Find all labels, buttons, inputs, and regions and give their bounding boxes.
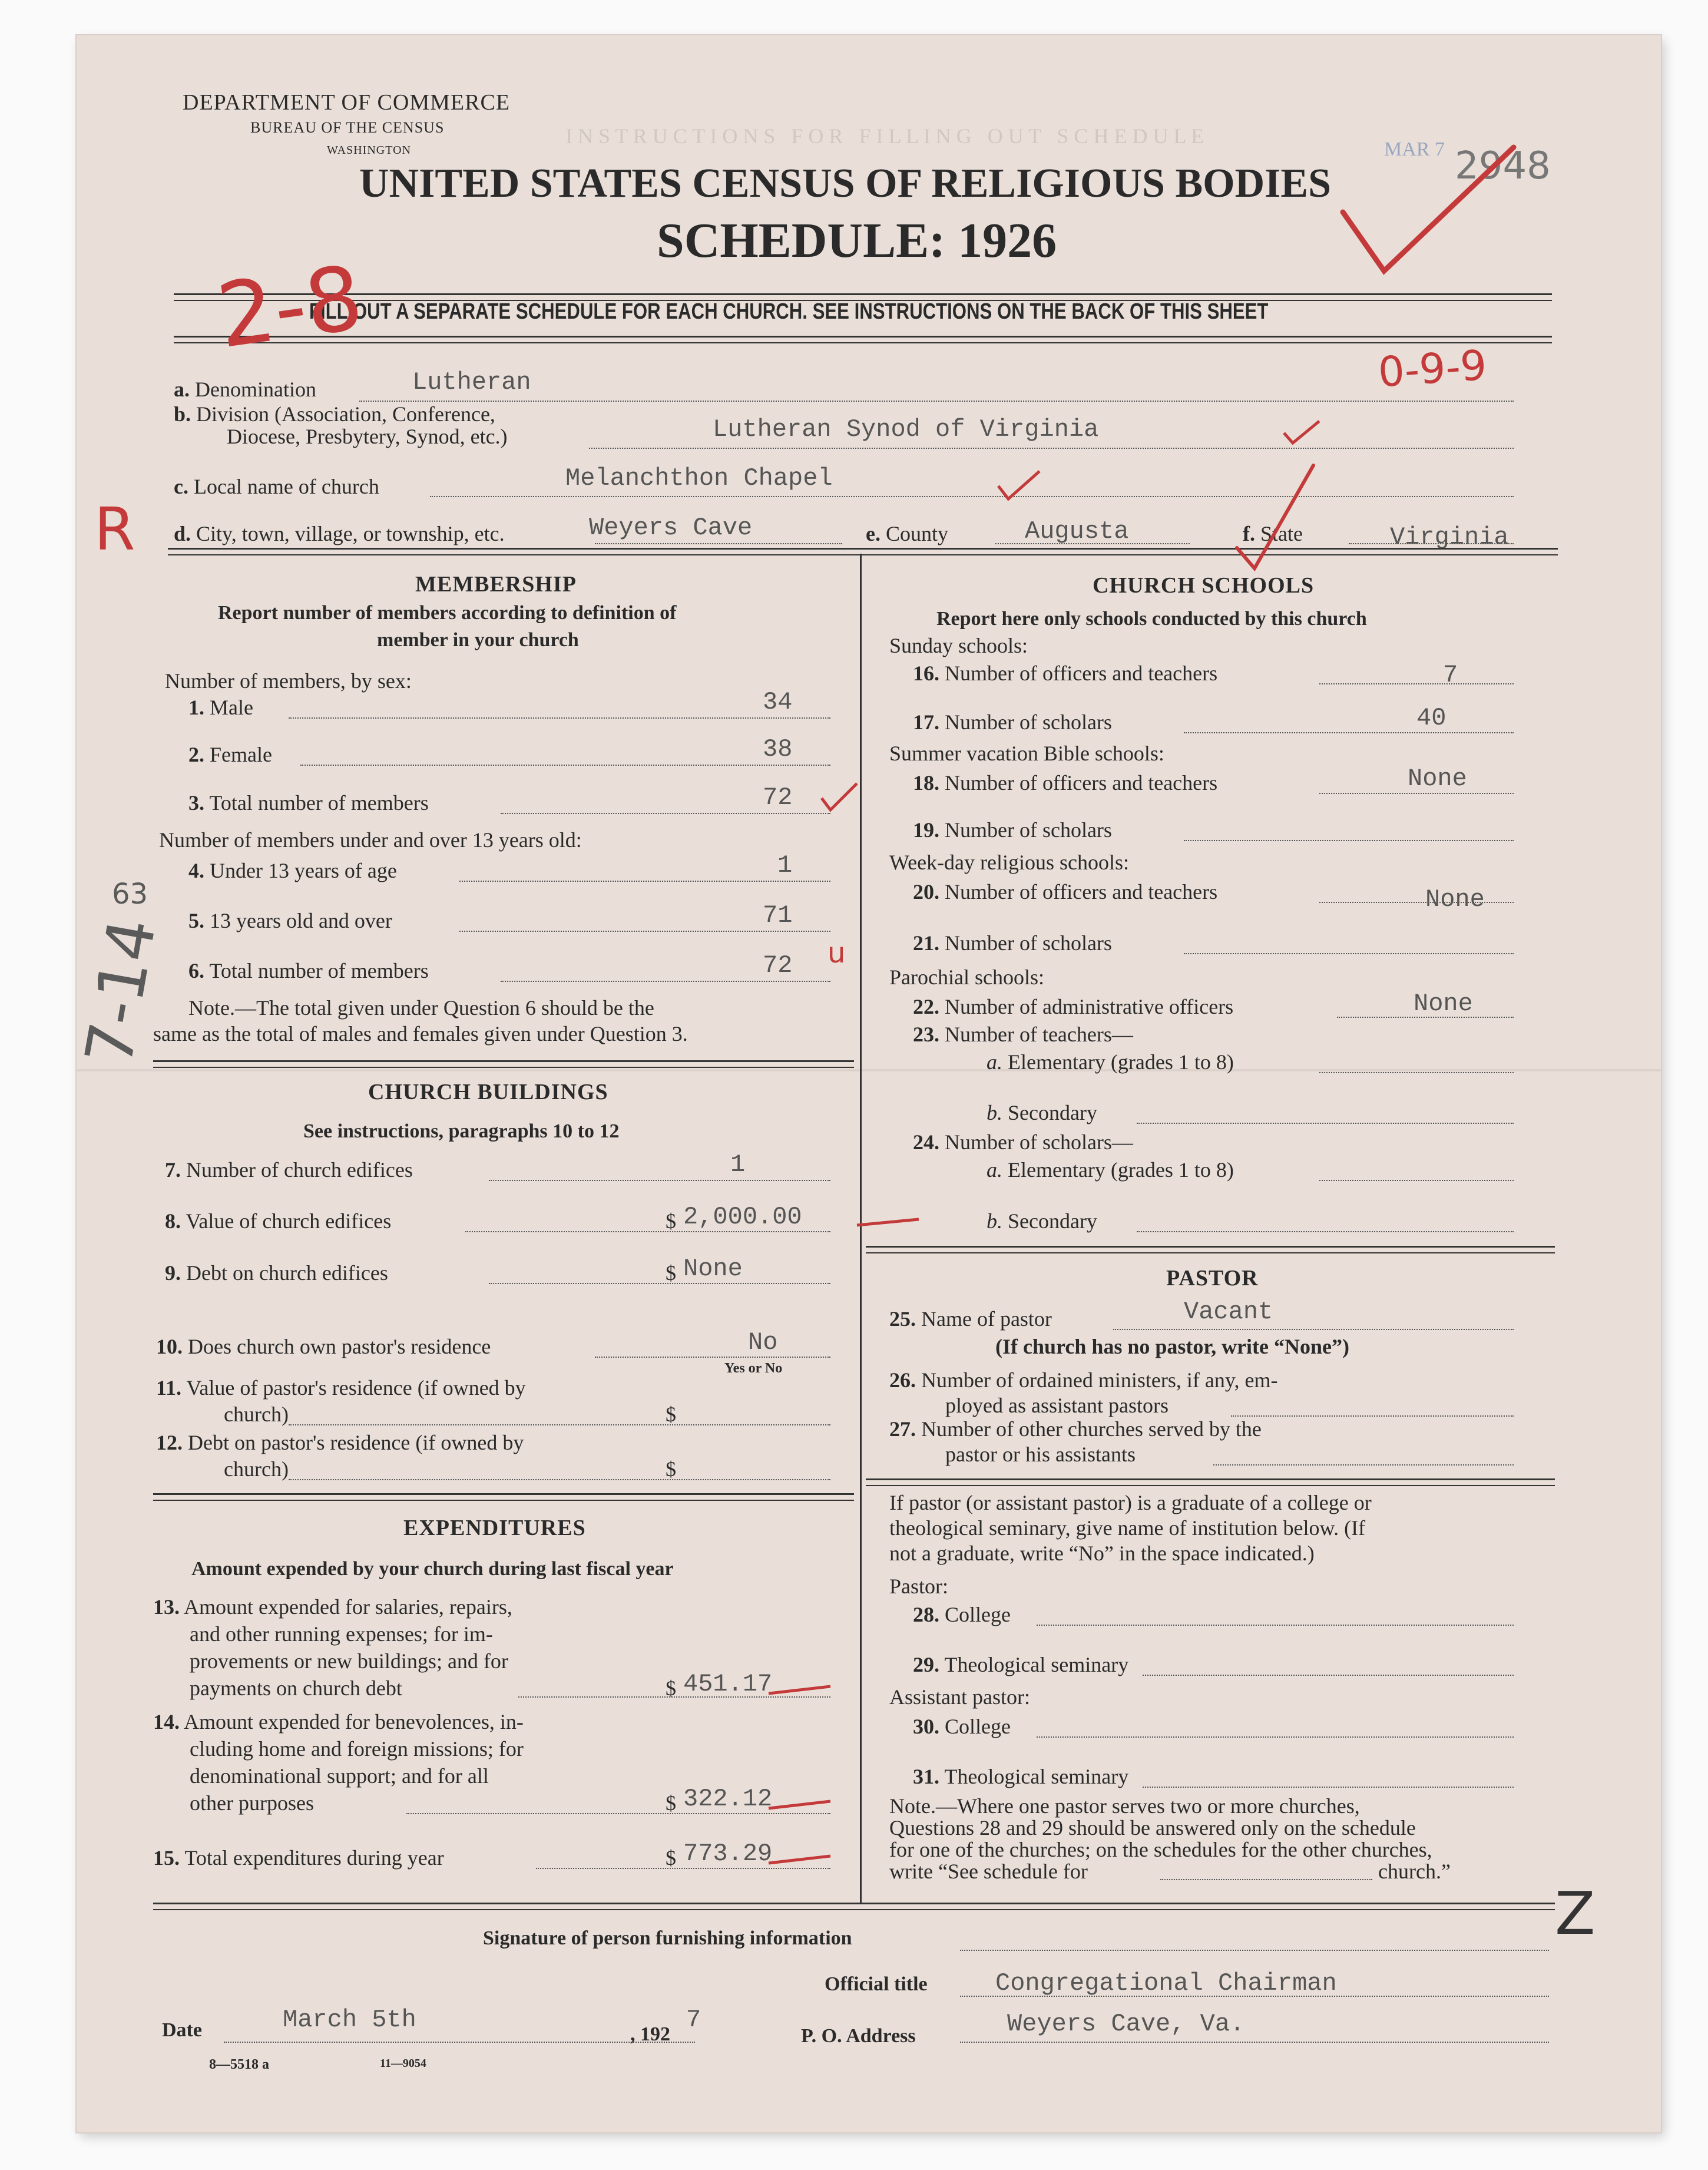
denomination-line xyxy=(359,401,1514,402)
q31-label: 31. Theological seminary xyxy=(913,1765,1129,1788)
q1-label: 1. Male xyxy=(188,696,253,719)
membership-note-1: Note.—The total given under Question 6 should be the xyxy=(188,996,654,1020)
received-stamp: MAR 7 xyxy=(1384,138,1445,160)
q21-label: 21. Number of scholars xyxy=(913,931,1112,955)
parochial-schools-label: Parochial schools: xyxy=(889,965,1044,989)
city-value: Weyers Cave xyxy=(589,514,753,542)
print-number: 11—9054 xyxy=(380,2057,426,2070)
q12-label-2: church) xyxy=(224,1457,289,1481)
q12-dollar: $ xyxy=(666,1457,676,1481)
q19-label: 19. Number of scholars xyxy=(913,818,1112,842)
q18-label: 18. Number of officers and teachers xyxy=(913,771,1218,795)
q15-dollar: $ xyxy=(666,1846,676,1870)
q24b-label: b. Secondary xyxy=(987,1209,1097,1233)
date-label: Date xyxy=(162,2019,202,2041)
footer-rule xyxy=(153,1903,1555,1910)
q29-line xyxy=(1143,1675,1514,1676)
schools-heading: CHURCH SCHOOLS xyxy=(1093,573,1315,598)
assistant-sublabel: Assistant pastor: xyxy=(889,1685,1030,1709)
po-address-line xyxy=(960,2042,1549,2043)
q27-label: 27. Number of other churches served by the xyxy=(889,1417,1262,1441)
fold-line xyxy=(77,1069,1661,1071)
q25-note: (If church has no pastor, write “None”) xyxy=(995,1335,1350,1358)
q14-label: 14. Amount expended for benevolences, in- cluding home and foreign missions; for denominational support; and for all other purposes xyxy=(153,1710,524,1815)
q9-label: 9. Debt on church edifices xyxy=(165,1261,388,1285)
buildings-heading: CHURCH BUILDINGS xyxy=(368,1080,608,1104)
q18-line xyxy=(1319,793,1514,794)
q13-value: 451.17 xyxy=(683,1670,773,1698)
q4-line xyxy=(459,881,830,882)
red-strike-edifice-value xyxy=(854,1208,925,1237)
q16-label: 16. Number of officers and teachers xyxy=(913,661,1218,685)
membership-sub-1: Report number of members according to definition of xyxy=(218,602,677,624)
handwritten-mark-0-9-9: 0-9-9 xyxy=(1376,340,1488,397)
q29-label: 29. Theological seminary xyxy=(913,1653,1129,1676)
q8-line xyxy=(465,1231,830,1232)
city-line xyxy=(595,543,842,544)
q27-line xyxy=(1213,1464,1514,1466)
form-number: 8—5518 a xyxy=(209,2057,269,2072)
red-strike-q15 xyxy=(766,1845,836,1875)
pastor-note-2: Questions 28 and 29 should be answered only on the schedule xyxy=(889,1816,1416,1840)
q11-line xyxy=(289,1424,830,1425)
q26-label-2: ployed as assistant pastors xyxy=(945,1394,1169,1417)
q2-line xyxy=(300,765,830,766)
q31-line xyxy=(1143,1787,1514,1788)
graduate-note-3: not a graduate, write “No” in the space indicated.) xyxy=(889,1542,1315,1565)
stamp-number: 2948 xyxy=(1455,144,1551,188)
pastor-note-1: Note.—Where one pastor serves two or more churches, xyxy=(889,1794,1360,1818)
signature-line xyxy=(960,1950,1549,1951)
division-value: Lutheran Synod of Virginia xyxy=(713,415,1099,444)
q26-line xyxy=(1231,1415,1514,1417)
buildings-rule xyxy=(153,1060,854,1068)
state-label: f. State xyxy=(1243,522,1303,545)
q21-line xyxy=(1184,953,1514,954)
q8-label: 8. Value of church edifices xyxy=(165,1209,392,1233)
q17-label: 17. Number of scholars xyxy=(913,710,1112,734)
q11-label: 11. Value of pastor's residence (if owned by xyxy=(156,1376,526,1400)
pencil-mark-7-14: 7-14 xyxy=(71,912,171,1071)
check-mark-local-icon xyxy=(995,468,1042,504)
handwritten-mark-2-8: 2-8 xyxy=(211,246,369,369)
handwritten-mark-z: Z xyxy=(1555,1879,1596,1948)
po-address-label: P. O. Address xyxy=(801,2025,916,2047)
expenditures-sub: Amount expended by your church during last fiscal year xyxy=(191,1558,674,1580)
q1-value: 34 xyxy=(763,688,793,716)
po-address-value: Weyers Cave, Va. xyxy=(1007,2010,1245,2038)
q12-line xyxy=(289,1479,830,1480)
q15-value: 773.29 xyxy=(683,1840,773,1868)
red-strike-q14 xyxy=(766,1791,836,1820)
q15-label: 15. Total expenditures during year xyxy=(153,1846,444,1870)
year-prefix: , 192 xyxy=(630,2023,670,2045)
county-label: e. County xyxy=(866,522,948,545)
q23b-label: b. Secondary xyxy=(987,1101,1097,1124)
check-mark-total-icon xyxy=(819,780,860,816)
q3-label: 3. Total number of members xyxy=(188,791,429,815)
q13-label: 13. Amount expended for salaries, repairs, and other running expenses; for im- provements or new buildings; and for payments on church debt xyxy=(153,1595,512,1700)
q20-label: 20. Number of officers and teachers xyxy=(913,880,1218,904)
state-value: Virginia xyxy=(1390,523,1509,551)
expenditures-rule xyxy=(153,1493,854,1501)
local-name-label: c. Local name of church xyxy=(174,475,379,498)
q10-label: 10. Does church own pastor's residence xyxy=(156,1335,491,1358)
q23-label: 23. Number of teachers— xyxy=(913,1023,1133,1046)
q7-line xyxy=(489,1180,830,1181)
graduate-note-2: theological seminary, give name of institution below. (If xyxy=(889,1516,1366,1540)
q25-value: Vacant xyxy=(1184,1298,1273,1326)
section-rule xyxy=(168,548,1558,555)
q14-dollar: $ xyxy=(666,1791,676,1815)
county-value: Augusta xyxy=(1025,517,1129,545)
membership-sub-2: member in your church xyxy=(377,629,579,651)
q11-dollar: $ xyxy=(666,1402,676,1426)
q10-value: No xyxy=(748,1328,778,1357)
q9-dollar: $ xyxy=(666,1261,676,1285)
signature-label: Signature of person furnishing information xyxy=(483,1927,852,1949)
q5-label: 5. 13 years old and over xyxy=(188,909,392,932)
pastor-note-line xyxy=(1160,1879,1372,1880)
q6-line xyxy=(501,981,830,982)
q7-label: 7. Number of church edifices xyxy=(165,1158,413,1182)
schedule-title: SCHEDULE: 1926 xyxy=(657,213,1057,268)
q24-label: 24. Number of scholars— xyxy=(913,1130,1133,1154)
q16-value: 7 xyxy=(1443,661,1458,689)
official-title-value: Congregational Chairman xyxy=(995,1969,1337,1997)
q26-label: 26. Number of ordained ministers, if any, em- xyxy=(889,1368,1278,1392)
division-label-2: Diocese, Presbytery, Synod, etc.) xyxy=(227,425,508,448)
red-mark-u: u xyxy=(827,937,846,970)
denomination-value: Lutheran xyxy=(412,368,531,396)
q4-value: 1 xyxy=(777,851,793,879)
q16-line xyxy=(1319,683,1514,684)
handwritten-mark-r: R xyxy=(94,495,135,564)
q30-label: 30. College xyxy=(913,1715,1011,1738)
check-mark-county-icon xyxy=(1231,459,1325,577)
members-by-sex-label: Number of members, by sex: xyxy=(165,669,412,693)
q24a-label: a. Elementary (grades 1 to 8) xyxy=(987,1158,1234,1182)
official-title-label: Official title xyxy=(825,1973,928,1995)
q20-value: None xyxy=(1425,885,1485,914)
pastor-heading: PASTOR xyxy=(1166,1266,1259,1291)
q30-line xyxy=(1037,1736,1514,1738)
q28-label: 28. College xyxy=(913,1603,1011,1626)
q2-value: 38 xyxy=(763,735,793,763)
q22-value: None xyxy=(1414,990,1473,1018)
pastor-note-4: write “See schedule for xyxy=(889,1860,1088,1883)
q24a-line xyxy=(1319,1180,1514,1181)
department-label: DEPARTMENT OF COMMERCE xyxy=(183,90,511,115)
q1-line xyxy=(289,717,830,719)
q14-value: 322.12 xyxy=(683,1785,773,1813)
q4-label: 4. Under 13 years of age xyxy=(188,859,397,882)
pastor-rule xyxy=(866,1246,1555,1253)
city-label: WASHINGTON xyxy=(327,144,411,157)
q8-dollar: $ xyxy=(666,1209,676,1233)
q22-label: 22. Number of administrative officers xyxy=(913,995,1234,1018)
q23a-line xyxy=(1319,1072,1514,1073)
year-digit: 7 xyxy=(686,2006,701,2034)
membership-heading: MEMBERSHIP xyxy=(415,572,577,597)
sunday-schools-label: Sunday schools: xyxy=(889,634,1028,657)
date-value: March 5th xyxy=(283,2006,416,2034)
weekday-schools-label: Week-day religious schools: xyxy=(889,851,1130,874)
q5-line xyxy=(459,931,830,932)
q3-value: 72 xyxy=(763,783,793,812)
q17-line xyxy=(1184,732,1514,733)
expenditures-heading: EXPENDITURES xyxy=(403,1516,586,1540)
pastor-note-5: church.” xyxy=(1378,1860,1451,1883)
check-mark-large-icon xyxy=(1337,141,1525,283)
q19-line xyxy=(1184,840,1514,841)
city-town-label: d. City, town, village, or township, etc. xyxy=(174,522,505,545)
form-title: UNITED STATES CENSUS OF RELIGIOUS BODIES xyxy=(359,161,1332,206)
q3-line xyxy=(501,813,830,814)
census-form-sheet xyxy=(71,35,1661,2132)
q8-value: 2,000.00 xyxy=(683,1203,802,1231)
q13-dollar: $ xyxy=(666,1676,676,1700)
denomination-label: a. Denomination xyxy=(174,378,316,401)
division-line xyxy=(589,448,1514,449)
q6-value: 72 xyxy=(763,951,793,980)
local-name-value: Melanchthon Chapel xyxy=(565,464,833,492)
yes-or-no-hint: Yes or No xyxy=(724,1361,783,1376)
q9-value: None xyxy=(683,1255,743,1283)
pastor-sublabel: Pastor: xyxy=(889,1574,949,1598)
membership-note-2: same as the total of males and females given under Question 3. xyxy=(153,1022,688,1046)
q11-label-2: church) xyxy=(224,1402,289,1426)
schools-sub: Report here only schools conducted by this church xyxy=(936,608,1367,630)
summer-schools-label: Summer vacation Bible schools: xyxy=(889,742,1164,765)
bureau-label: BUREAU OF THE CENSUS xyxy=(250,119,445,136)
q17-value: 40 xyxy=(1416,704,1446,732)
graduate-rule xyxy=(866,1478,1555,1486)
red-strike-q13 xyxy=(766,1676,836,1705)
q9-line xyxy=(489,1283,830,1284)
q23a-label: a. Elementary (grades 1 to 8) xyxy=(987,1050,1234,1074)
q5-value: 71 xyxy=(763,901,793,929)
date-line xyxy=(224,2042,695,2043)
bleed-through-text: I N S T R U C T I O N S F O R F I L L I N G O U T S C H E D U L E xyxy=(565,124,1204,148)
header-rule-bottom xyxy=(174,336,1552,343)
q7-value: 1 xyxy=(730,1150,746,1179)
q25-label: 25. Name of pastor xyxy=(889,1307,1052,1331)
check-mark-division-icon xyxy=(1281,418,1322,448)
graduate-note-1: If pastor (or assistant pastor) is a graduate of a college or xyxy=(889,1491,1372,1514)
q23b-line xyxy=(1137,1123,1514,1124)
q28-line xyxy=(1037,1625,1514,1626)
pencil-mark-63: 63 xyxy=(112,878,148,911)
division-label: b. Division (Association, Conference, xyxy=(174,402,495,426)
pastor-note-3: for one of the churches; on the schedules for the other churches, xyxy=(889,1838,1432,1861)
q6-label: 6. Total number of members xyxy=(188,959,429,983)
q10-line xyxy=(595,1357,830,1358)
q27-label-2: pastor or his assistants xyxy=(945,1443,1136,1466)
q12-label: 12. Debt on pastor's residence (if owned by xyxy=(156,1431,524,1454)
q18-value: None xyxy=(1408,765,1467,793)
members-by-age-label: Number of members under and over 13 years old: xyxy=(159,828,582,852)
q25-line xyxy=(1113,1329,1514,1330)
instruction-banner: FILL OUT A SEPARATE SCHEDULE FOR EACH CHURCH. SEE INSTRUCTIONS ON THE BACK OF THIS SHEET xyxy=(309,299,1269,324)
local-name-line xyxy=(430,496,1514,497)
q2-label: 2. Female xyxy=(188,743,272,766)
q24b-line xyxy=(1137,1231,1514,1232)
buildings-sub: See instructions, paragraphs 10 to 12 xyxy=(303,1120,620,1142)
